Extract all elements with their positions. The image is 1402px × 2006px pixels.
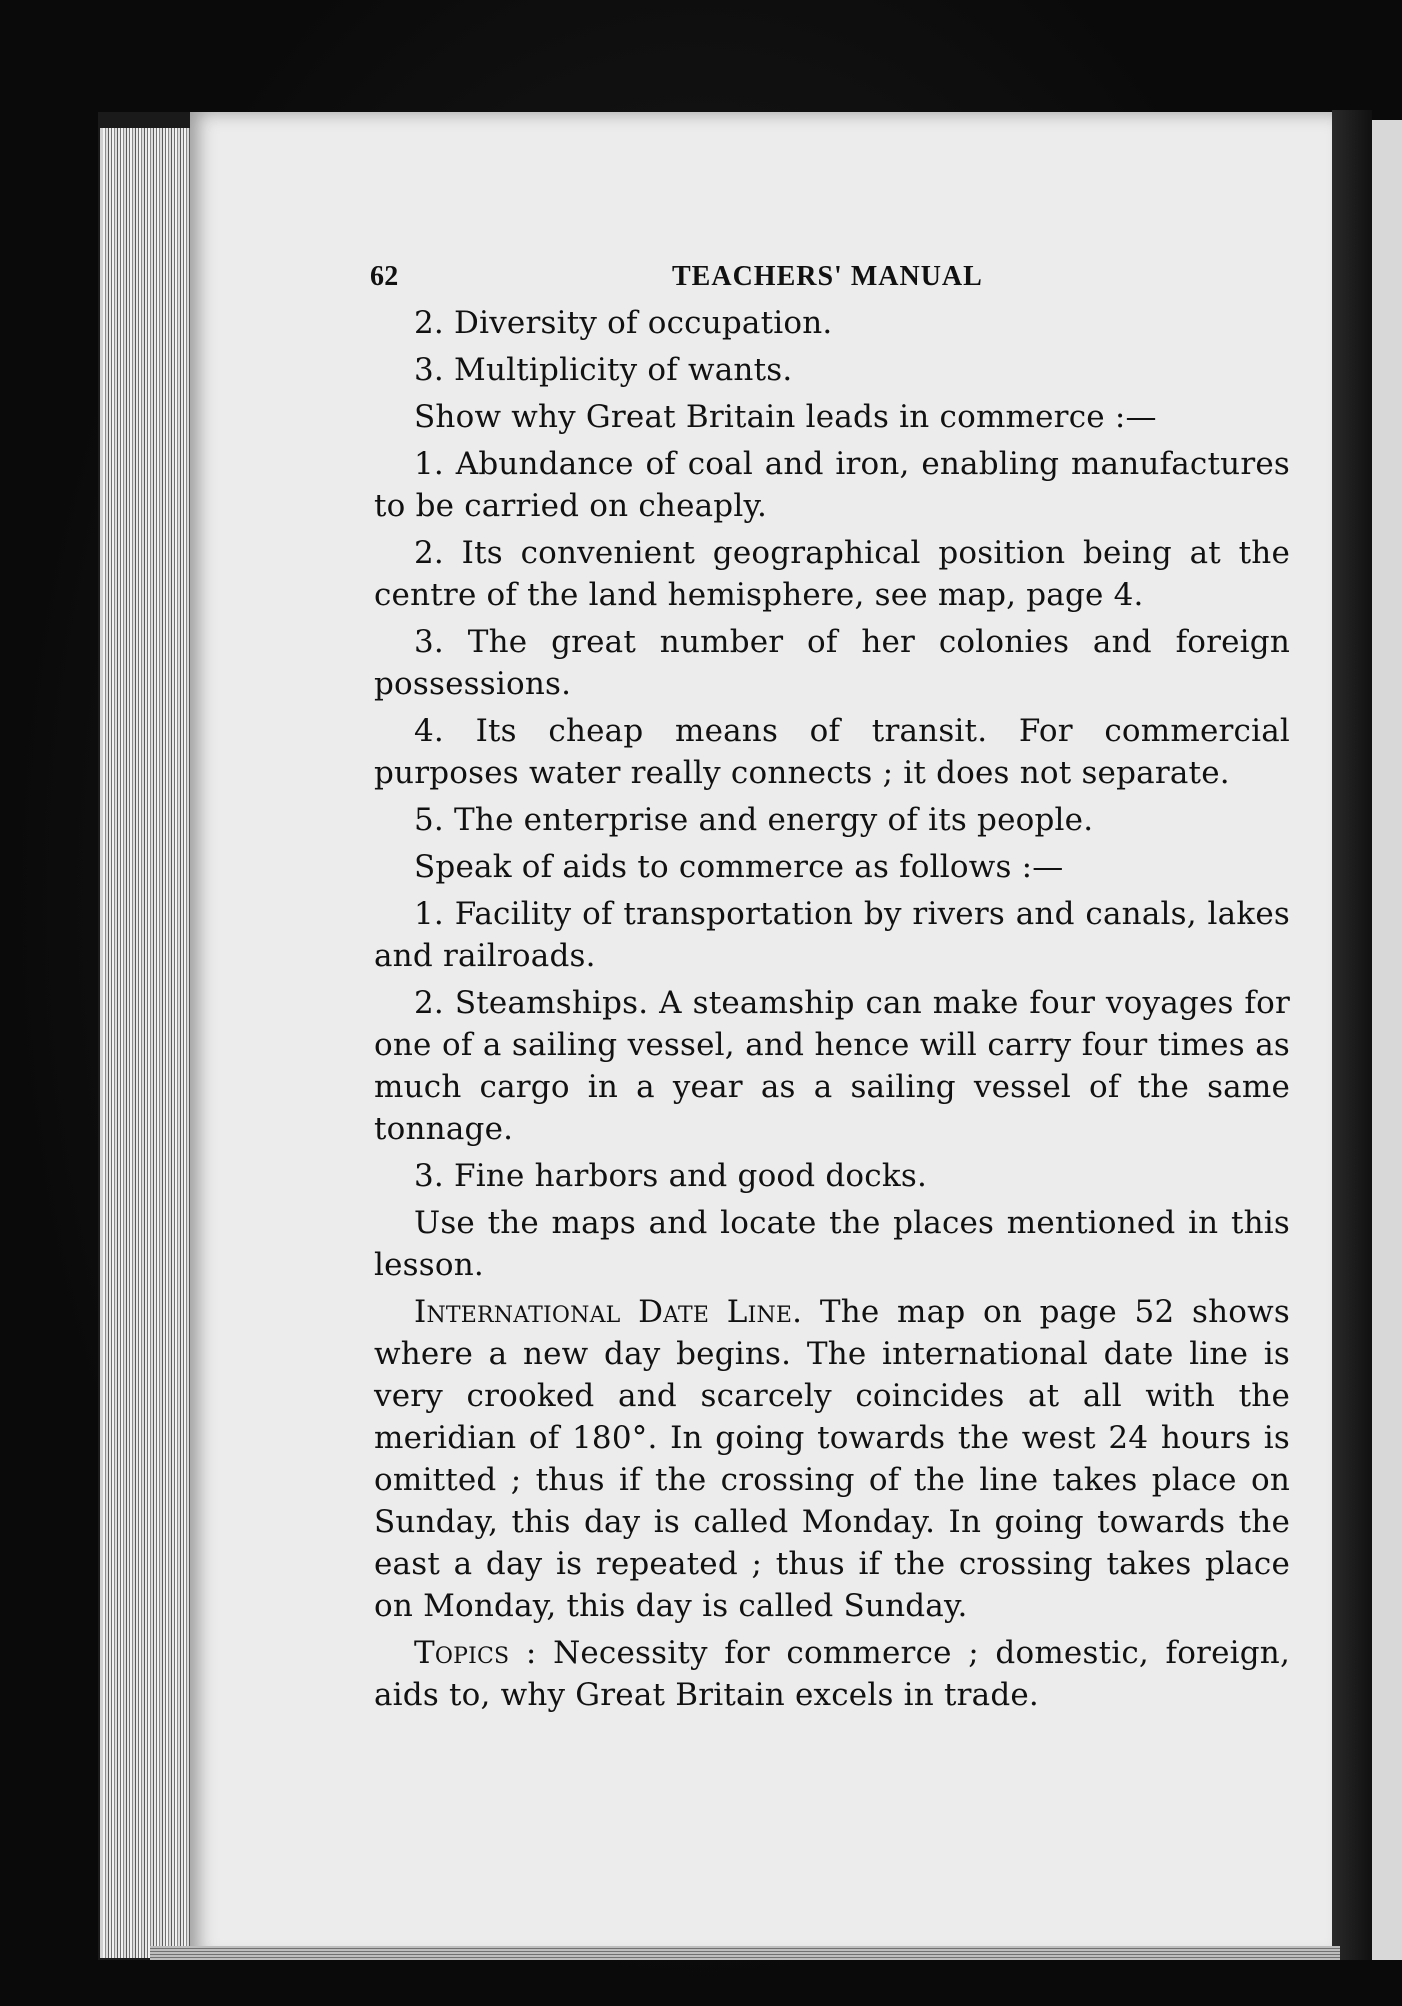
paragraph: 2. Its convenient geographical position being at the centre of the land hemisphere, see map, page 4. [374,535,1290,613]
page-number: 62 [370,261,399,292]
paragraph: 1. Facility of transportation by rivers and canals, lakes and railroads. [374,896,1290,974]
running-head: TEACHERS' MANUAL [672,261,983,292]
paragraph: 3. The great number of her colonies and foreign possessions. [374,624,1290,702]
paragraph: 3. Fine harbors and good docks. [414,1158,928,1194]
section-lead: Topics : [414,1635,537,1671]
paragraph: 4. Its cheap means of transit. For commercial purposes water really connects ; it does not separate. [374,713,1290,791]
paragraph: 5. The enterprise and energy of its people. [414,802,1094,838]
page-header [370,250,1290,294]
paragraph: Use the maps and locate the places mentioned in this lesson. [374,1205,1290,1283]
paragraph: 2. Steamships. A steamship can make four voyages for one of a sailing vessel, and hence will carry four times as much cargo in a year as a sailing vessel of the same tonnage. [374,985,1290,1147]
paragraph: Speak of aids to commerce as follows :— [414,849,1064,885]
paragraph: 1. Abundance of coal and iron, enabling manufactures to be carried on cheaply. [374,446,1290,524]
book-spine-shadow [1332,110,1372,1960]
page-bottom-edge [150,1946,1340,1960]
facing-page-edge [1372,120,1402,1960]
paragraph: 3. Multiplicity of wants. [414,352,793,388]
paragraph-topics: Topics : Necessity for commerce ; domestic, foreign, aids to, why Great Britain excels in trade. [374,1635,1290,1713]
paragraph: Show why Great Britain leads in commerce :— [414,399,1157,435]
paragraph-date-line: International Date Line. The map on page 52 shows where a new day begins. The international date line is very crooked and scarcely coincides at all with the meridian of 180°. In going towards the west 24 hours is omitted ; thus if the crossing of the line takes place on Sunday, this day is called Monday. In going towards the east a day is repeated ; thus if the crossing takes place on Monday, this day is called Sunday. [374,1294,1290,1624]
section-lead: International Date Line. [414,1294,803,1330]
page-content [370,250,1290,1721]
paragraph: 2. Diversity of occupation. [414,305,833,341]
